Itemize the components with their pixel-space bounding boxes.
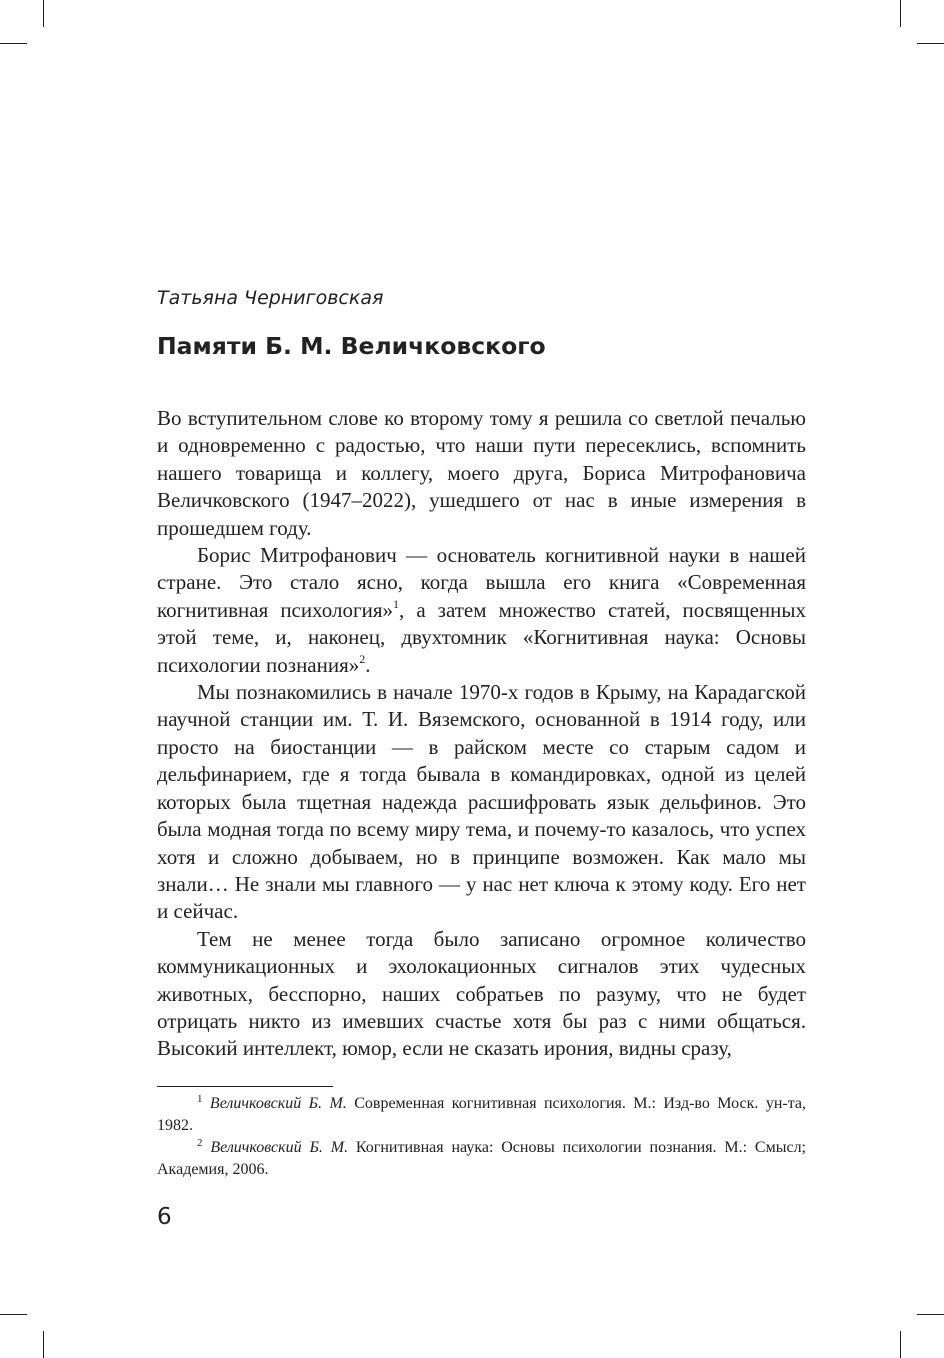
footnote-divider	[157, 1086, 333, 1087]
footnote-ref-1[interactable]: 1	[393, 596, 400, 611]
footnote-2-text: Когнитивная наука: Основы психологии познания. М.: Смысл; Академия, 2006.	[157, 1139, 806, 1178]
crop-mark-bottom-left-h	[0, 1314, 27, 1315]
crop-mark-bottom-right-h	[917, 1314, 944, 1315]
footnote-ref-2[interactable]: 2	[359, 651, 366, 666]
paragraph-1: Во вступительном слове ко второму тому я решила со светлой печалью и одновременно с радостью, что наши пути пересеклись, вспомнить нашего товарища и коллегу, моего друга, Бориса Митрофановича Величковского (1947–2022), ушедшего от нас в иные измерения в прошедшем году.	[157, 406, 806, 540]
crop-mark-bottom-left-v	[43, 1331, 44, 1358]
footnote-2-author: Величковский Б. М.	[210, 1139, 349, 1156]
footnote-1-text: Современная когнитивная психология. М.: Изд-во Моск. ун-та, 1982.	[157, 1095, 807, 1134]
footnote-1-number: 1	[197, 1093, 203, 1105]
paragraph-2-text-c: .	[365, 652, 371, 677]
author-name: Татьяна Черниговская	[157, 287, 384, 309]
paragraph-2-text-a: Борис Митрофанович — основатель когнитивной науки в нашей стране. Это стало ясно, когда вышла его книга «Современная когнитивная психология»	[157, 543, 806, 622]
crop-mark-top-left-v	[43, 0, 44, 27]
footnote-2	[157, 1137, 806, 1181]
crop-mark-bottom-right-v	[900, 1331, 901, 1358]
article-body	[157, 405, 806, 1063]
paragraph-2-text-b: , а затем множество статей, посвященных этой теме, и, наконец, двухтомник «Когнитивная наука: Основы психологии познания»	[157, 597, 806, 677]
paragraph-3: Мы познакомились в начале 1970-х годов в Крыму, на Карадагской научной станции им. Т. И. Вяземского, основанной в 1914 году, или просто на биостанции — в райском месте со старым садом и дельфинарием, где я тогда бывала в командировках, одной из целей которых была тщетная надежда расшифровать язык дельфинов. Это была модная тогда по всему миру тема, и почему-то казалось, что успех хотя и сложно добываем, но в принципе возможен. Как мало мы знали… Не знали мы главного — у нас нет ключа к этому коду. Его нет и сейчас.	[157, 680, 806, 924]
paragraph-2	[157, 542, 806, 679]
footnote-2-number: 2	[197, 1137, 203, 1149]
footnote-1-author: Величковский Б. М.	[209, 1095, 347, 1112]
footnotes	[157, 1093, 806, 1181]
crop-mark-top-right-h	[917, 43, 944, 44]
crop-mark-top-right-v	[900, 0, 901, 27]
article-title: Памяти Б. М. Величковского	[157, 332, 546, 360]
page-number: 6	[157, 1204, 172, 1230]
footnote-1	[157, 1093, 806, 1137]
paragraph-4: Тем не менее тогда было записано огромное количество коммуникационных и эхолокационных сигналов этих чудесных животных, бесспорно, наших собратьев по разуму, что не будет отрицать никто из имевших счастье хотя бы раз с ними общаться. Высокий интеллект, юмор, если не сказать ирония, видны сразу,	[157, 926, 806, 1061]
crop-mark-top-left-h	[0, 43, 27, 44]
